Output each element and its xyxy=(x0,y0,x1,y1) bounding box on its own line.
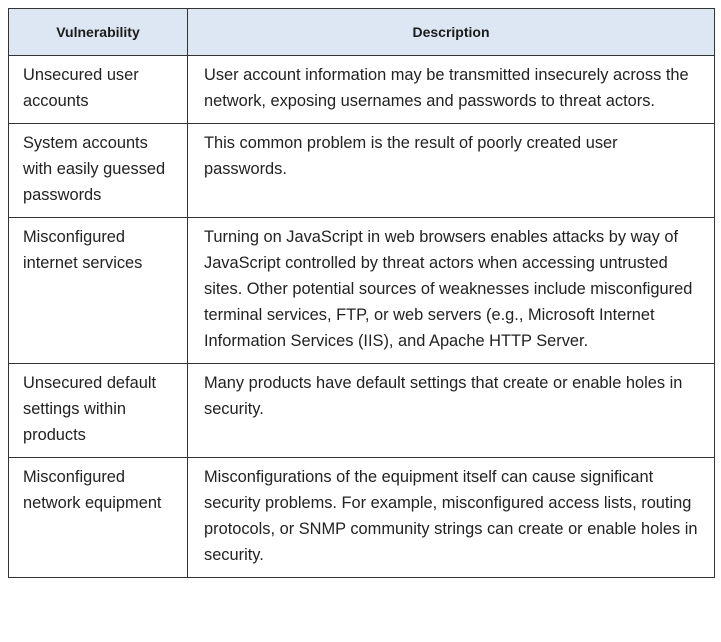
table-row xyxy=(9,218,715,364)
description-cell: Turning on JavaScript in web browsers enables attacks by way of JavaScript controlled by threat actors when accessing untrusted sites. Other potential sources of weaknesses include misconfigured terminal services, FTP, or web servers (e.g., Microsoft Internet Information Services (IIS), and Apache HTTP Server. xyxy=(188,218,715,364)
description-cell: This common problem is the result of poorly created user passwords. xyxy=(188,124,715,218)
table-row xyxy=(9,458,715,578)
vulnerability-table-container xyxy=(8,8,715,578)
table-row xyxy=(9,56,715,124)
table-row xyxy=(9,124,715,218)
vulnerability-cell: Misconfigured internet services xyxy=(9,218,188,364)
table-header-row xyxy=(9,9,715,56)
vulnerability-cell: System accounts with easily guessed passwords xyxy=(9,124,188,218)
vulnerability-table xyxy=(8,8,715,578)
description-cell: User account information may be transmitted insecurely across the network, exposing usernames and passwords to threat actors. xyxy=(188,56,715,124)
vulnerability-cell: Unsecured user accounts xyxy=(9,56,188,124)
description-cell: Many products have default settings that create or enable holes in security. xyxy=(188,364,715,458)
table-row xyxy=(9,364,715,458)
vulnerability-cell: Unsecured default settings within products xyxy=(9,364,188,458)
column-header-vulnerability: Vulnerability xyxy=(9,9,188,56)
column-header-description: Description xyxy=(188,9,715,56)
vulnerability-cell: Misconfigured network equipment xyxy=(9,458,188,578)
description-cell: Misconfigurations of the equipment itself can cause significant security problems. For example, misconfigured access lists, routing protocols, or SNMP community strings can create or enable holes in security. xyxy=(188,458,715,578)
